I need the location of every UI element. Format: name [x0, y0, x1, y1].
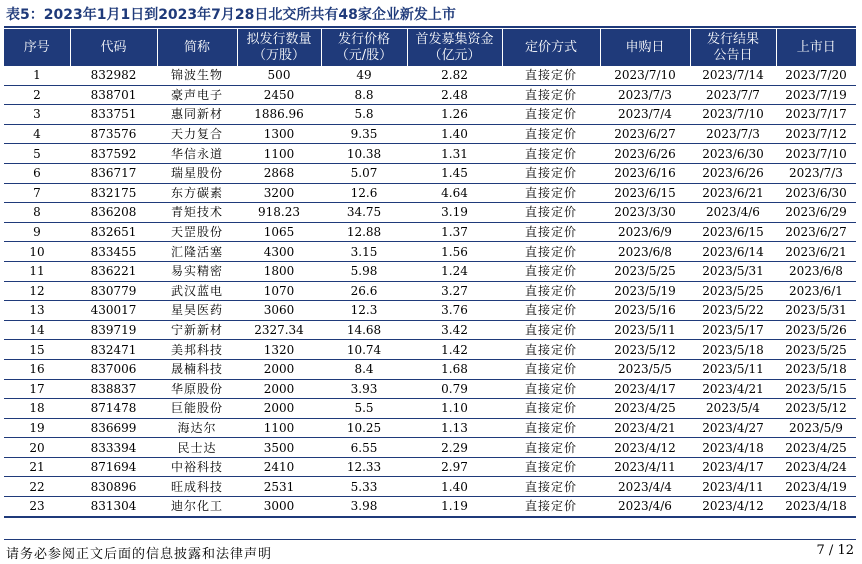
table-cell: 2023/4/17 [690, 457, 776, 477]
table-cell: 831304 [70, 497, 157, 517]
table-row [4, 340, 856, 360]
table-cell: 832651 [70, 222, 157, 242]
table-cell: 7 [4, 183, 70, 203]
table-cell: 2023/7/10 [776, 144, 856, 164]
table-cell: 2023/4/25 [776, 438, 856, 458]
table-cell: 833751 [70, 105, 157, 125]
table-cell: 2023/6/14 [690, 242, 776, 262]
column-header-line: 发行价格 [337, 31, 390, 47]
table-cell: 直接定价 [502, 144, 600, 164]
table-cell: 4300 [237, 242, 321, 262]
table-cell: 20 [4, 438, 70, 458]
table-cell: 直接定价 [502, 242, 600, 262]
table-cell: 2023/4/6 [690, 203, 776, 223]
table-cell: 2531 [237, 477, 321, 497]
table-row [4, 320, 856, 340]
table-header-row [4, 29, 856, 66]
column-header-line: 上市日 [796, 39, 836, 55]
table-cell: 9 [4, 222, 70, 242]
table-cell: 8.8 [321, 85, 407, 105]
table-cell: 1065 [237, 222, 321, 242]
table-cell: 直接定价 [502, 66, 600, 85]
table-row [4, 477, 856, 497]
table-cell: 918.23 [237, 203, 321, 223]
column-header [600, 29, 690, 66]
table-row [4, 418, 856, 438]
table-cell: 1.24 [407, 261, 502, 281]
table-cell: 2868 [237, 163, 321, 183]
table-cell: 直接定价 [502, 183, 600, 203]
table-cell: 10.25 [321, 418, 407, 438]
column-header-line: 简称 [183, 39, 210, 55]
table-cell: 839719 [70, 320, 157, 340]
table-cell: 12.33 [321, 457, 407, 477]
table-cell: 2023/7/3 [776, 163, 856, 183]
table-cell: 5.5 [321, 399, 407, 419]
table-cell: 直接定价 [502, 497, 600, 517]
table-cell: 2023/4/6 [600, 497, 690, 517]
table-cell: 49 [321, 66, 407, 85]
table-row [4, 85, 856, 105]
table-cell: 838837 [70, 379, 157, 399]
table-cell: 锦波生物 [157, 66, 237, 85]
table-row [4, 359, 856, 379]
table-cell: 2023/5/4 [690, 399, 776, 419]
table-row [4, 124, 856, 144]
table-cell: 838701 [70, 85, 157, 105]
table-cell: 2023/5/16 [600, 301, 690, 321]
table-row [4, 163, 856, 183]
table-cell: 2023/7/14 [690, 66, 776, 85]
table-cell: 2023/4/19 [776, 477, 856, 497]
table-cell: 11 [4, 261, 70, 281]
table-cell: 2023/6/16 [600, 163, 690, 183]
table-cell: 14.68 [321, 320, 407, 340]
column-header-line: （万股） [252, 47, 305, 63]
table-cell: 2023/4/17 [600, 379, 690, 399]
table-cell: 2023/4/11 [690, 477, 776, 497]
table-cell: 2023/5/26 [776, 320, 856, 340]
table-cell: 2023/6/30 [776, 183, 856, 203]
table-cell: 1320 [237, 340, 321, 360]
table-cell: 832982 [70, 66, 157, 85]
table-cell: 34.75 [321, 203, 407, 223]
table-row [4, 144, 856, 164]
column-header [70, 29, 157, 66]
table-cell: 2 [4, 85, 70, 105]
column-header [690, 29, 776, 66]
table-cell: 8 [4, 203, 70, 223]
table-cell: 5.98 [321, 261, 407, 281]
table-cell: 3.76 [407, 301, 502, 321]
table-cell: 美邦科技 [157, 340, 237, 360]
table-cell: 华信永道 [157, 144, 237, 164]
table-cell: 871694 [70, 457, 157, 477]
table-cell: 837006 [70, 359, 157, 379]
title-divider [4, 26, 856, 28]
table-cell: 873576 [70, 124, 157, 144]
table-body [4, 66, 856, 517]
table-cell: 4 [4, 124, 70, 144]
table-cell: 3000 [237, 497, 321, 517]
table-row [4, 301, 856, 321]
table-cell: 海达尔 [157, 418, 237, 438]
table-cell: 2023/6/26 [600, 144, 690, 164]
table-row [4, 379, 856, 399]
table-cell: 2023/7/19 [776, 85, 856, 105]
table-cell: 830896 [70, 477, 157, 497]
table-cell: 4.64 [407, 183, 502, 203]
table-row [4, 281, 856, 301]
column-header [157, 29, 237, 66]
table-cell: 3500 [237, 438, 321, 458]
table-cell: 2023/5/5 [600, 359, 690, 379]
table-cell: 9.35 [321, 124, 407, 144]
table-cell: 1300 [237, 124, 321, 144]
table-cell: 民士达 [157, 438, 237, 458]
table-cell: 直接定价 [502, 379, 600, 399]
table-cell: 837592 [70, 144, 157, 164]
table-cell: 2023/5/11 [690, 359, 776, 379]
table-cell: 2023/4/24 [776, 457, 856, 477]
table-row [4, 203, 856, 223]
table-row [4, 66, 856, 85]
table-cell: 10.38 [321, 144, 407, 164]
table-cell: 500 [237, 66, 321, 85]
table-cell: 2023/5/22 [690, 301, 776, 321]
column-header-line: 定价方式 [524, 39, 577, 55]
column-header [776, 29, 856, 66]
table-cell: 直接定价 [502, 301, 600, 321]
table-cell: 旺成科技 [157, 477, 237, 497]
table-cell: 836208 [70, 203, 157, 223]
table-cell: 易实精密 [157, 261, 237, 281]
table-cell: 2450 [237, 85, 321, 105]
table-cell: 直接定价 [502, 261, 600, 281]
table-cell: 2023/5/12 [600, 340, 690, 360]
table-cell: 华原股份 [157, 379, 237, 399]
column-header-line: 序号 [23, 39, 50, 55]
table-title: 表5：2023年1月1日到2023年7月28日北交所共有48家企业新发上市 [6, 7, 456, 23]
table-cell: 2023/6/27 [600, 124, 690, 144]
column-header-line: 公告日 [713, 47, 753, 63]
column-header-line: （亿元） [428, 47, 481, 63]
table-cell: 832471 [70, 340, 157, 360]
table-cell: 2023/6/9 [600, 222, 690, 242]
table-cell: 2023/6/21 [690, 183, 776, 203]
table-row [4, 399, 856, 419]
table-cell: 10 [4, 242, 70, 262]
table-row [4, 261, 856, 281]
table-cell: 2023/7/7 [690, 85, 776, 105]
table-cell: 12.88 [321, 222, 407, 242]
table-cell: 2023/7/12 [776, 124, 856, 144]
table-cell: 836221 [70, 261, 157, 281]
table-cell: 12.3 [321, 301, 407, 321]
table-cell: 2023/7/4 [600, 105, 690, 125]
table-row [4, 105, 856, 125]
table-cell: 直接定价 [502, 281, 600, 301]
table-cell: 1.40 [407, 477, 502, 497]
table-cell: 2023/7/10 [600, 66, 690, 85]
table-cell: 2410 [237, 457, 321, 477]
table-cell: 3.27 [407, 281, 502, 301]
table-cell: 23 [4, 497, 70, 517]
column-header-line: 申购日 [625, 39, 665, 55]
table-cell: 汇隆活塞 [157, 242, 237, 262]
table-cell: 2023/4/18 [776, 497, 856, 517]
table-cell: 3200 [237, 183, 321, 203]
table-cell: 2023/7/3 [690, 124, 776, 144]
table-cell: 2023/6/27 [776, 222, 856, 242]
table-cell: 2023/5/18 [690, 340, 776, 360]
table-cell: 12 [4, 281, 70, 301]
table-cell: 17 [4, 379, 70, 399]
table-cell: 5 [4, 144, 70, 164]
table-cell: 武汉蓝电 [157, 281, 237, 301]
table-cell: 2023/6/21 [776, 242, 856, 262]
table-cell: 430017 [70, 301, 157, 321]
table-cell: 2023/3/30 [600, 203, 690, 223]
table-cell: 宁新新材 [157, 320, 237, 340]
table-cell: 2023/6/15 [690, 222, 776, 242]
table-cell: 12.6 [321, 183, 407, 203]
table-cell: 22 [4, 477, 70, 497]
table-cell: 830779 [70, 281, 157, 301]
table-cell: 直接定价 [502, 477, 600, 497]
table-cell: 2023/4/11 [600, 457, 690, 477]
table-cell: 5.07 [321, 163, 407, 183]
table-cell: 15 [4, 340, 70, 360]
table-cell: 直接定价 [502, 105, 600, 125]
table-cell: 2023/7/17 [776, 105, 856, 125]
table-cell: 直接定价 [502, 163, 600, 183]
table-cell: 1.37 [407, 222, 502, 242]
table-cell: 6.55 [321, 438, 407, 458]
column-header-line: （元/股） [335, 47, 393, 63]
table-cell: 1.31 [407, 144, 502, 164]
table-row [4, 438, 856, 458]
footer-disclaimer: 请务必参阅正文后面的信息披露和法律声明 [6, 547, 273, 562]
table-cell: 直接定价 [502, 457, 600, 477]
column-header-line: 发行结果 [706, 31, 759, 47]
table-cell: 2023/5/19 [600, 281, 690, 301]
table-cell: 1070 [237, 281, 321, 301]
table-cell: 青矩技术 [157, 203, 237, 223]
table-cell: 东方碳素 [157, 183, 237, 203]
table-cell: 直接定价 [502, 399, 600, 419]
table-cell: 1100 [237, 418, 321, 438]
table-cell: 1.26 [407, 105, 502, 125]
table-cell: 2023/4/12 [690, 497, 776, 517]
table-cell: 直接定价 [502, 438, 600, 458]
table-cell: 1100 [237, 144, 321, 164]
table-cell: 2000 [237, 399, 321, 419]
table-row [4, 242, 856, 262]
table-cell: 3.19 [407, 203, 502, 223]
table-cell: 星昊医药 [157, 301, 237, 321]
table-cell: 833455 [70, 242, 157, 262]
table-cell: 2023/6/26 [690, 163, 776, 183]
table-cell: 巨能股份 [157, 399, 237, 419]
table-cell: 天力复合 [157, 124, 237, 144]
table-cell: 2023/4/21 [600, 418, 690, 438]
table-cell: 3.42 [407, 320, 502, 340]
table-cell: 836699 [70, 418, 157, 438]
table-cell: 直接定价 [502, 124, 600, 144]
table-cell: 2023/4/4 [600, 477, 690, 497]
table-cell: 3.93 [321, 379, 407, 399]
table-cell: 2.82 [407, 66, 502, 85]
table-cell: 1.10 [407, 399, 502, 419]
column-header-line: 首发募集资金 [415, 31, 494, 47]
table-cell: 26.6 [321, 281, 407, 301]
column-header-line: 代码 [100, 39, 127, 55]
table-cell: 直接定价 [502, 418, 600, 438]
table-cell: 1.45 [407, 163, 502, 183]
table-cell: 10.74 [321, 340, 407, 360]
footer-divider [4, 539, 856, 540]
table-cell: 832175 [70, 183, 157, 203]
table-cell: 0.79 [407, 379, 502, 399]
table-cell: 2023/5/17 [690, 320, 776, 340]
table-cell: 2023/7/10 [690, 105, 776, 125]
table-cell: 16 [4, 359, 70, 379]
ipo-table [4, 29, 856, 518]
table-cell: 6 [4, 163, 70, 183]
table-cell: 中裕科技 [157, 457, 237, 477]
table-cell: 8.4 [321, 359, 407, 379]
table-cell: 2023/5/25 [600, 261, 690, 281]
table-cell: 2023/7/3 [600, 85, 690, 105]
table-cell: 直接定价 [502, 320, 600, 340]
table-row [4, 222, 856, 242]
table-cell: 3.15 [321, 242, 407, 262]
table-cell: 1 [4, 66, 70, 85]
table-cell: 豪声电子 [157, 85, 237, 105]
table-cell: 2023/7/20 [776, 66, 856, 85]
table-cell: 2023/5/18 [776, 359, 856, 379]
table-cell: 1886.96 [237, 105, 321, 125]
table-cell: 2023/6/1 [776, 281, 856, 301]
table-cell: 2023/6/15 [600, 183, 690, 203]
table-cell: 2000 [237, 379, 321, 399]
table-cell: 2023/5/25 [690, 281, 776, 301]
table-cell: 5.8 [321, 105, 407, 125]
table-cell: 2023/4/25 [600, 399, 690, 419]
table-cell: 2023/5/31 [776, 301, 856, 321]
table-cell: 1.42 [407, 340, 502, 360]
table-cell: 5.33 [321, 477, 407, 497]
table-cell: 19 [4, 418, 70, 438]
table-cell: 2023/5/25 [776, 340, 856, 360]
table-cell: 2023/6/29 [776, 203, 856, 223]
column-header [4, 29, 70, 66]
table-cell: 直接定价 [502, 340, 600, 360]
table-cell: 2023/6/30 [690, 144, 776, 164]
table-cell: 直接定价 [502, 359, 600, 379]
table-cell: 2.97 [407, 457, 502, 477]
table-cell: 2023/5/11 [600, 320, 690, 340]
table-row [4, 497, 856, 517]
table-cell: 迪尔化工 [157, 497, 237, 517]
table-cell: 18 [4, 399, 70, 419]
table-cell: 871478 [70, 399, 157, 419]
table-cell: 2023/4/18 [690, 438, 776, 458]
table-cell: 13 [4, 301, 70, 321]
table-cell: 天罡股份 [157, 222, 237, 242]
table-cell: 2.48 [407, 85, 502, 105]
table-row [4, 457, 856, 477]
table-cell: 1.19 [407, 497, 502, 517]
table-cell: 惠同新材 [157, 105, 237, 125]
table-cell: 833394 [70, 438, 157, 458]
table-cell: 2023/5/31 [690, 261, 776, 281]
column-header [321, 29, 407, 66]
table-cell: 1.68 [407, 359, 502, 379]
table-cell: 2023/4/21 [690, 379, 776, 399]
table-cell: 2023/6/8 [776, 261, 856, 281]
table-cell: 2023/5/12 [776, 399, 856, 419]
table-cell: 2023/5/15 [776, 379, 856, 399]
table-cell: 2023/4/12 [600, 438, 690, 458]
column-header-line: 拟发行数量 [246, 31, 312, 47]
column-header [407, 29, 502, 66]
table-cell: 1.56 [407, 242, 502, 262]
table-cell: 836717 [70, 163, 157, 183]
table-cell: 2.29 [407, 438, 502, 458]
table-row [4, 183, 856, 203]
table-cell: 1800 [237, 261, 321, 281]
table-cell: 晟楠科技 [157, 359, 237, 379]
table-cell: 2000 [237, 359, 321, 379]
table-cell: 2023/5/9 [776, 418, 856, 438]
table-cell: 3.98 [321, 497, 407, 517]
table-cell: 2023/4/27 [690, 418, 776, 438]
table-cell: 14 [4, 320, 70, 340]
table-cell: 21 [4, 457, 70, 477]
table-cell: 2023/6/8 [600, 242, 690, 262]
table-cell: 1.13 [407, 418, 502, 438]
table-cell: 3060 [237, 301, 321, 321]
page-number: 7 / 12 [816, 543, 854, 558]
table-cell: 瑞星股份 [157, 163, 237, 183]
column-header [237, 29, 321, 66]
table-cell: 直接定价 [502, 222, 600, 242]
table-cell: 1.40 [407, 124, 502, 144]
column-header [502, 29, 600, 66]
table-cell: 直接定价 [502, 203, 600, 223]
table-cell: 2327.34 [237, 320, 321, 340]
table-cell: 3 [4, 105, 70, 125]
table-cell: 直接定价 [502, 85, 600, 105]
